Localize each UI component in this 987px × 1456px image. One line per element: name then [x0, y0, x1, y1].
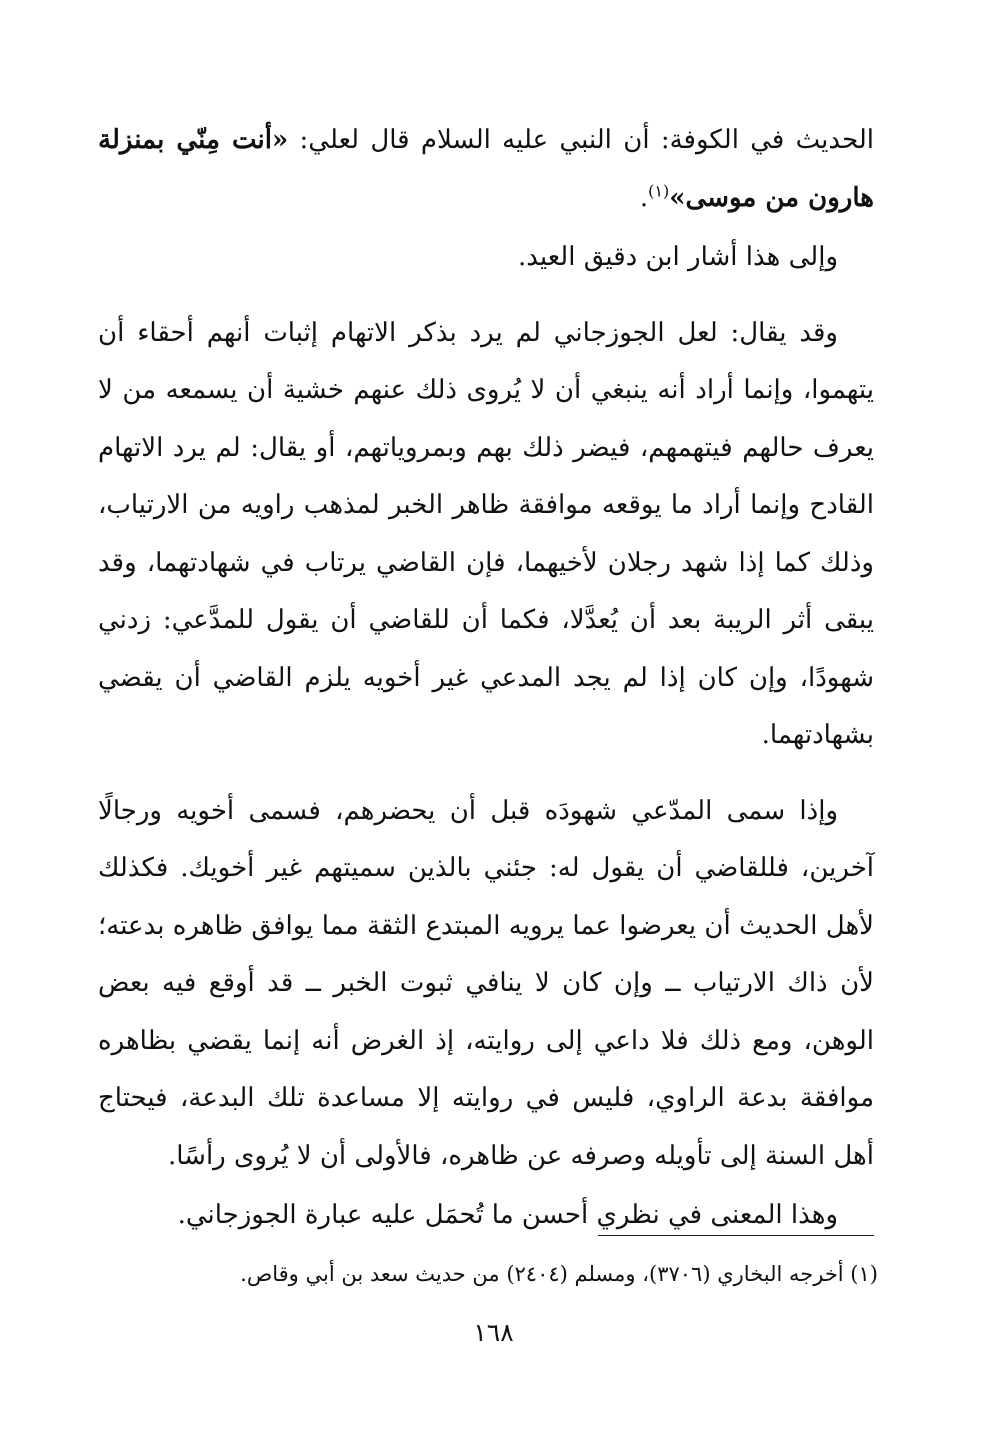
paragraph-4: وإذا سمى المدّعي شهودَه قبل أن يحضرهم، فسمى أخويه ورجالًا آخرين، فللقاضي أن يقول له: جئني بالذين سميتهم غير أخويك. فكذلك لأهل الحديث أن يعرضوا عما يرويه المبتدع الثقة مما يوافق ظاهره بدعته؛ لأن ذاك الارتياب ــ وإن كان لا ينافي ثبوت الخبر ــ قد أوقع فيه بعض الوهن، ومع ذلك فلا داعي إلى روايته، إذ الغرض أنه إنما يقضي بظاهره موافقة بدعة الراوي، فليس في روايته إلا مساعدة تلك البدعة، فيحتاج أهل السنة إلى تأويله وصرفه عن ظاهره، فالأولى أن لا يُروى رأسًا. [98, 795, 874, 1171]
paragraph-1 [98, 112, 874, 227]
footnote-reference[interactable]: (١) [648, 180, 670, 200]
paragraph-1-text: الحديث في الكوفة: أن النبي عليه السلام قال لعلي: [288, 125, 874, 155]
hadith-quote: «أنت مِنّي بمنزلة هارون من موسى» [98, 125, 874, 213]
page-number: ١٦٨ [473, 1318, 514, 1347]
footnote-separator [598, 1235, 874, 1236]
paragraph-3: وقد يقال: لعل الجوزجاني لم يرد بذكر الاتهام إثبات أنهم أحقاء أن يتهموا، وإنما أراد أنه ينبغي أن لا يُروى ذلك عنهم خشية أن يسمعه من لا يعرف حالهم فيتهمهم، فيضر ذلك بهم وبمروياتهم، أو يقال: لم يرد الاتهام القادح وإنما أراد ما يوقعه موافقة ظاهر الخبر لمذهب راويه من الارتياب، وذلك كما إذا شهد رجلان لأخيهما، فإن القاضي يرتاب في شهادتهما، وقد يبقى أثر الريبة بعد أن يُعدَّلا، فكما أن للقاضي أن يقول للمدَّعي: زدني شهودًا، وإن كان إذا لم يجد المدعي غير أخويه يلزم القاضي أن يقضي بشهادتهما. [98, 317, 875, 750]
page-body [98, 112, 874, 1245]
paragraph-5: وهذا المعنى في نظري أحسن ما تُحمَل عليه عبارة الجوزجاني. [177, 1200, 838, 1230]
paragraph-2: وإلى هذا أشار ابن دقيق العيد. [518, 242, 838, 272]
paragraph-1-tail: . [639, 182, 649, 213]
footnote: (١) أخرجه البخاري (٣٧٠٦)، ومسلم (٢٤٠٤) من حديث سعد بن أبي وقاص. [240, 1262, 878, 1286]
